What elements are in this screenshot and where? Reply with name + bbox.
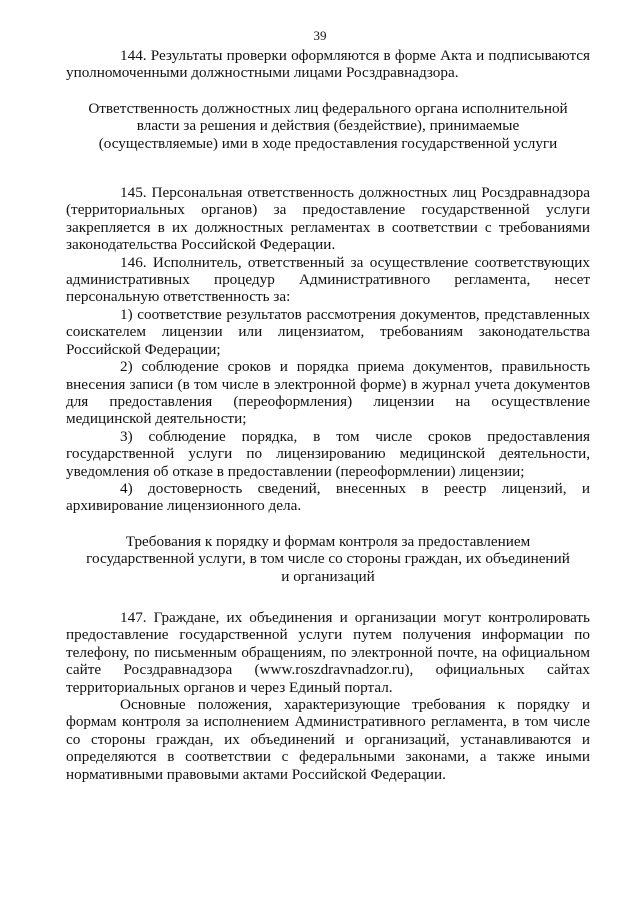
paragraph-144: 144. Результаты проверки оформляются в форме Акта и подписываются уполномоченными должностными лицами Росздравнадзора. — [66, 47, 590, 82]
list-item: 1) соответствие результатов рассмотрения документов, представленных соискателем лицензии или лицензиатом, требованиям законодательства Российской Федерации; — [66, 305, 590, 358]
list-item: 2) соблюдение сроков и порядка приема документов, правильность внесения записи (в том числе в электронной форме) в журнал учета документов для предоставления (переоформления) лицензии на осуществление медицинской деятельности; — [66, 358, 590, 428]
paragraph-147: 147. Граждане, их объединения и организации могут контролировать предоставление государственной услуги путем получения информации по телефону, по письменным обращениям, по электронной почте, на официальном сайте Росздравнадзора (www.roszdravnadzor.ru), официальных сайтах территориальных органов и через Единый портал. — [66, 608, 590, 696]
paragraph-146: 146. Исполнитель, ответственный за осуществление соответствующих административных процедур Административного регламента, несет персональную ответственность за: — [66, 253, 590, 306]
document-body — [66, 47, 590, 783]
paragraph-145: 145. Персональная ответственность должностных лиц Росздравнадзора (территориальных органов) за предоставление государственной услуги закрепляется в их должностных регламентах в соответствии с требованиями законодательства Российской Федерации. — [66, 184, 590, 254]
section-heading-control: Требования к порядку и формам контроля за предоставлением государственной услуги, в том числе со стороны граждан, их объединений и организаций — [86, 532, 570, 585]
page-number: 39 — [313, 28, 327, 43]
paragraph-final: Основные положения, характеризующие требования к порядку и формам контроля за исполнением Административного регламента, в том числе со стороны граждан, их объединений и организаций, устанавливаются и определяются в соответствии с федеральными законами, а также иными нормативными правовыми актами Российской Федерации. — [66, 696, 590, 783]
list-item: 3) соблюдение порядка, в том числе сроков предоставления государственной услуги по лицензированию медицинской деятельности, уведомления об отказе в предоставлении (переоформлении) лицензии; — [66, 427, 590, 480]
section-heading-responsibility: Ответственность должностных лиц федерального органа исполнительной власти за решения и действия (бездействие), принимаемые (осуществляемые) ими в ходе предоставления государственной услуги — [88, 99, 568, 152]
list-item: 4) достоверность сведений, внесенных в реестр лицензий, и архивирование лицензионного дела. — [66, 479, 590, 515]
